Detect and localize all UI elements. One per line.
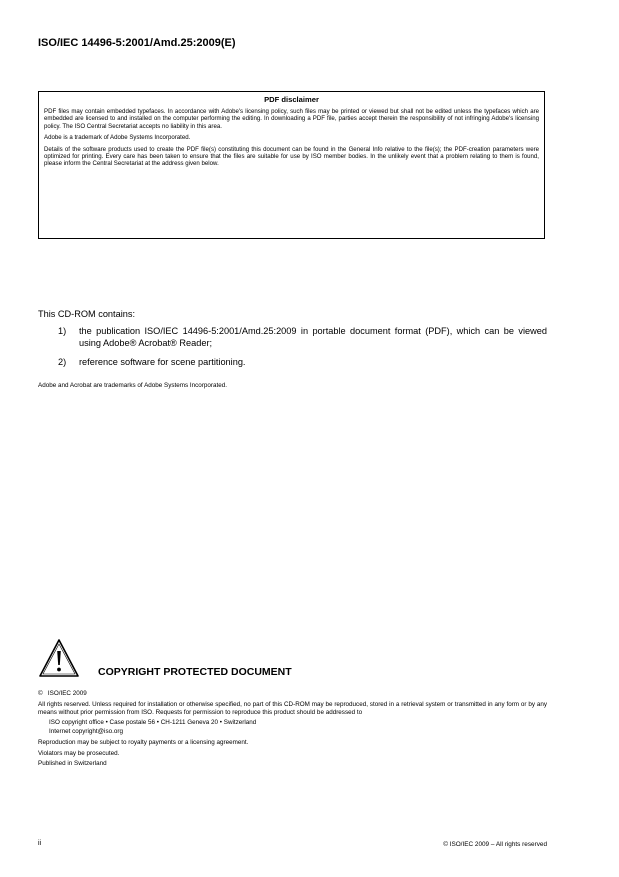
list-item [58, 357, 547, 369]
list-item-number: 2) [58, 357, 67, 367]
disclaimer-title: PDF disclaimer [264, 95, 319, 104]
disclaimer-paragraph: Details of the software products used to create the PDF file(s) constituting this document can be found in the General Info relative to the file(s); the PDF-creation parameters were optimized for printing. Every care has been taken to ensure that the files are suitable for use by ISO member bodies. In the unlikely event that a problem relating to them is found, please inform the Central Secretariat at the address given below. [44, 145, 539, 168]
list-item [58, 326, 547, 349]
published-note: Published in Switzerland [38, 760, 107, 768]
cdrom-contents-list [58, 326, 547, 377]
cdrom-intro: This CD-ROM contains: [38, 309, 135, 319]
copyright-title: COPYRIGHT PROTECTED DOCUMENT [98, 666, 292, 678]
disclaimer-paragraph: PDF files may contain embedded typefaces. In accordance with Adobe's licensing policy, such files may be printed or viewed but shall not be edited unless the typefaces which are embedded are licensed to and installed on the computer performing the editing. In downloading a PDF file, parties accept therein the responsibility of not infringing Adobe's licensing policy. The ISO Central Secretariat accepts no liability in this area. [44, 108, 539, 130]
disclaimer-paragraph: Adobe is a trademark of Adobe Systems Incorporated. [44, 134, 191, 142]
copyright-office-address [38, 719, 547, 735]
warning-triangle-icon [38, 638, 80, 678]
list-item-number: 1) [58, 326, 67, 336]
page-number: ii [38, 840, 42, 847]
list-item-text: reference software for scene partitioning. [79, 357, 246, 367]
document-id-header: ISO/IEC 14496-5:2001/Amd.25:2009(E) [38, 37, 236, 49]
pdf-disclaimer-box [38, 91, 545, 239]
copyright-notice: © ISO/IEC 2009 [38, 690, 87, 697]
violators-note: Violators may be prosecuted. [38, 749, 120, 757]
list-item-text: the publication ISO/IEC 14496-5:2001/Amd.25:2009 in portable document format (PDF), which can be viewed using Adobe® Acrobat® Reader; [79, 326, 547, 348]
copyright-block [38, 690, 547, 771]
rights-text: All rights reserved. Unless required for installation or otherwise specified, no part of this CD-ROM may be reproduced, stored in a retrieval system or transmitted in any form or by any means without prior permission from ISO. Requests for permission to reproduce this product should be addressed to [38, 700, 547, 716]
address-internet: Internet copyright@iso.org [49, 727, 123, 735]
trademark-note: Adobe and Acrobat are trademarks of Adobe Systems Incorporated. [38, 382, 228, 389]
royalty-note: Reproduction may be subject to royalty payments or a licensing agreement. [38, 738, 249, 746]
footer-rights: © ISO/IEC 2009 – All rights reserved [443, 841, 547, 848]
address-line: ISO copyright office • Case postale 56 • CH-1211 Geneva 20 • Switzerland [49, 719, 257, 727]
